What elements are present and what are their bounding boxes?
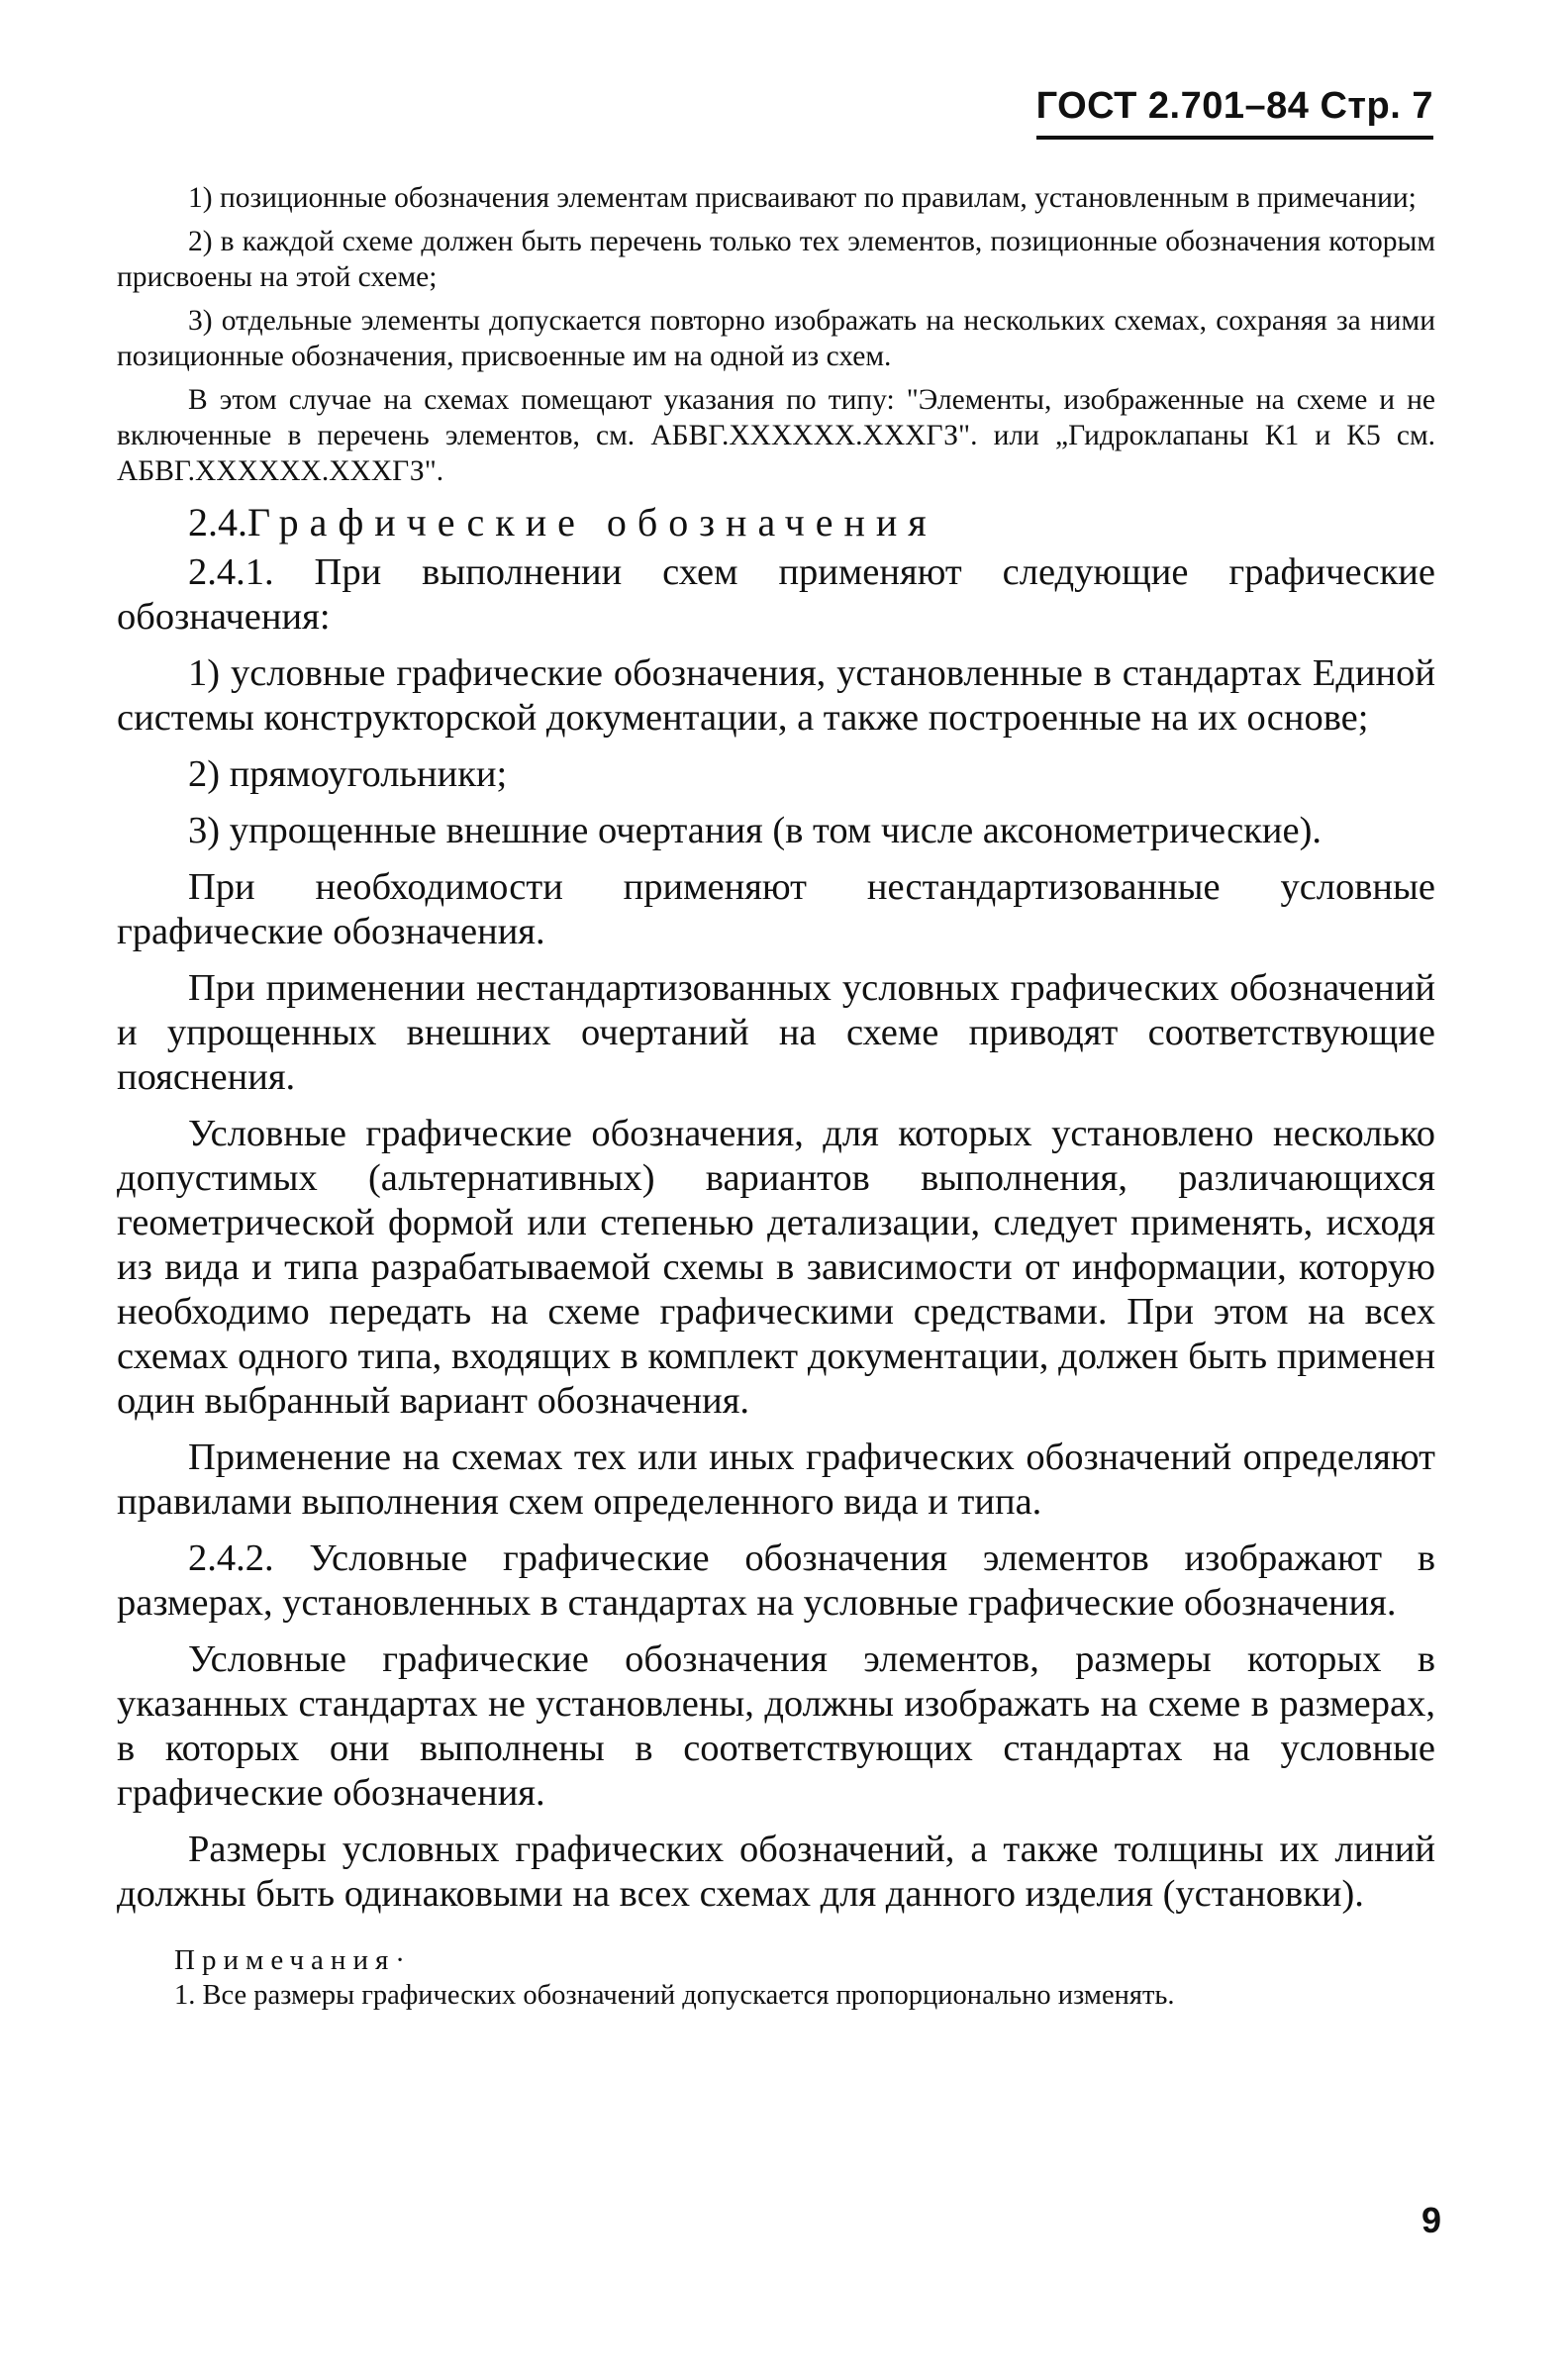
body-paragraph: 3) упрощенные внешние очертания (в том числе аксонометрические). [188,810,1323,851]
section-heading [117,499,1435,546]
list-item: 1) позиционные обозначения элементам присваивают по правилам, установленным в примечании; [188,182,1417,214]
section-title: Графические обозначения [247,500,937,544]
body-paragraph: При применении нестандартизованных условных графических обозначений и упрощенных внешних очертаний на схеме приводят соответствующие пояснения. [117,967,1435,1098]
page-number: 9 [1421,2200,1441,2240]
page-content [117,180,1435,2013]
page-header: ГОСТ 2.701–84 Стр. 7 [1036,85,1433,140]
body-paragraph: Размеры условных графических обозначений, а также толщины их линий должны быть одинаковыми на всех схемах для данного изделия (установки). [117,1829,1435,1915]
list-item: 3) отдельные элементы допускается повторно изображать на нескольких схемах, сохраняя за ними позиционные обозначения, присвоенные им на одной из схем. [117,305,1435,372]
notes-title: Примечания· [174,1944,412,1976]
list-item: 2) в каждой схеме должен быть перечень только тех элементов, позиционные обозначения которым присвоены на этой схеме; [117,226,1435,293]
body-paragraph: 2.4.1. При выполнении схем применяют следующие графические обозначения: [117,551,1435,638]
body-paragraph: Применение на схемах тех или иных графических обозначений определяют правилами выполнения схем определенного вида и типа. [117,1436,1435,1523]
section-number: 2.4. [188,500,247,544]
body-paragraph: 1) условные графические обозначения, установленные в стандартах Единой системы конструкторской документации, а также построенные на их основе; [117,652,1435,739]
body-paragraph: 2.4.2. Условные графические обозначения элементов изображают в размерах, установленных в стандартах на условные графические обозначения. [117,1537,1435,1624]
list-block [117,180,1435,489]
notes-block [117,1942,1435,2013]
body-paragraph: При необходимости применяют нестандартизованные условные графические обозначения. [117,866,1435,952]
body-paragraph: 2) прямоугольники; [188,753,508,795]
body-block [117,550,1435,1917]
body-paragraph: Условные графические обозначения элементов, размеры которых в указанных стандартах не установлены, должны изображать на схеме в размерах, в которых они выполнены в соответствующих стандартах на условные графические обозначения. [117,1638,1435,1814]
case-note-paragraph: В этом случае на схемах помещают указания по типу: "Элементы, изображенные на схеме и не включенные в перечень элементов, см. АБВГ.XXXXXX.XXXГЗ". или „Гидроклапаны К1 и К5 см. АБВГ.XXXXXX.XXXГЗ". [117,384,1435,487]
note-item: 1. Все размеры графических обозначений допускается пропорционально изменять. [174,1980,1175,2011]
body-paragraph: Условные графические обозначения, для которых установлено несколько допустимых (альтернативных) вариантов выполнения, различающихся геометрической формой или степенью детализации, следует применять, исходя из вида и типа разрабатываемой схемы в зависимости от информации, которую необходимо передать на схеме графическими средствами. При этом на всех схемах одного типа, входящих в комплект документации, должен быть применен один выбранный вариант обозначения. [117,1113,1435,1422]
